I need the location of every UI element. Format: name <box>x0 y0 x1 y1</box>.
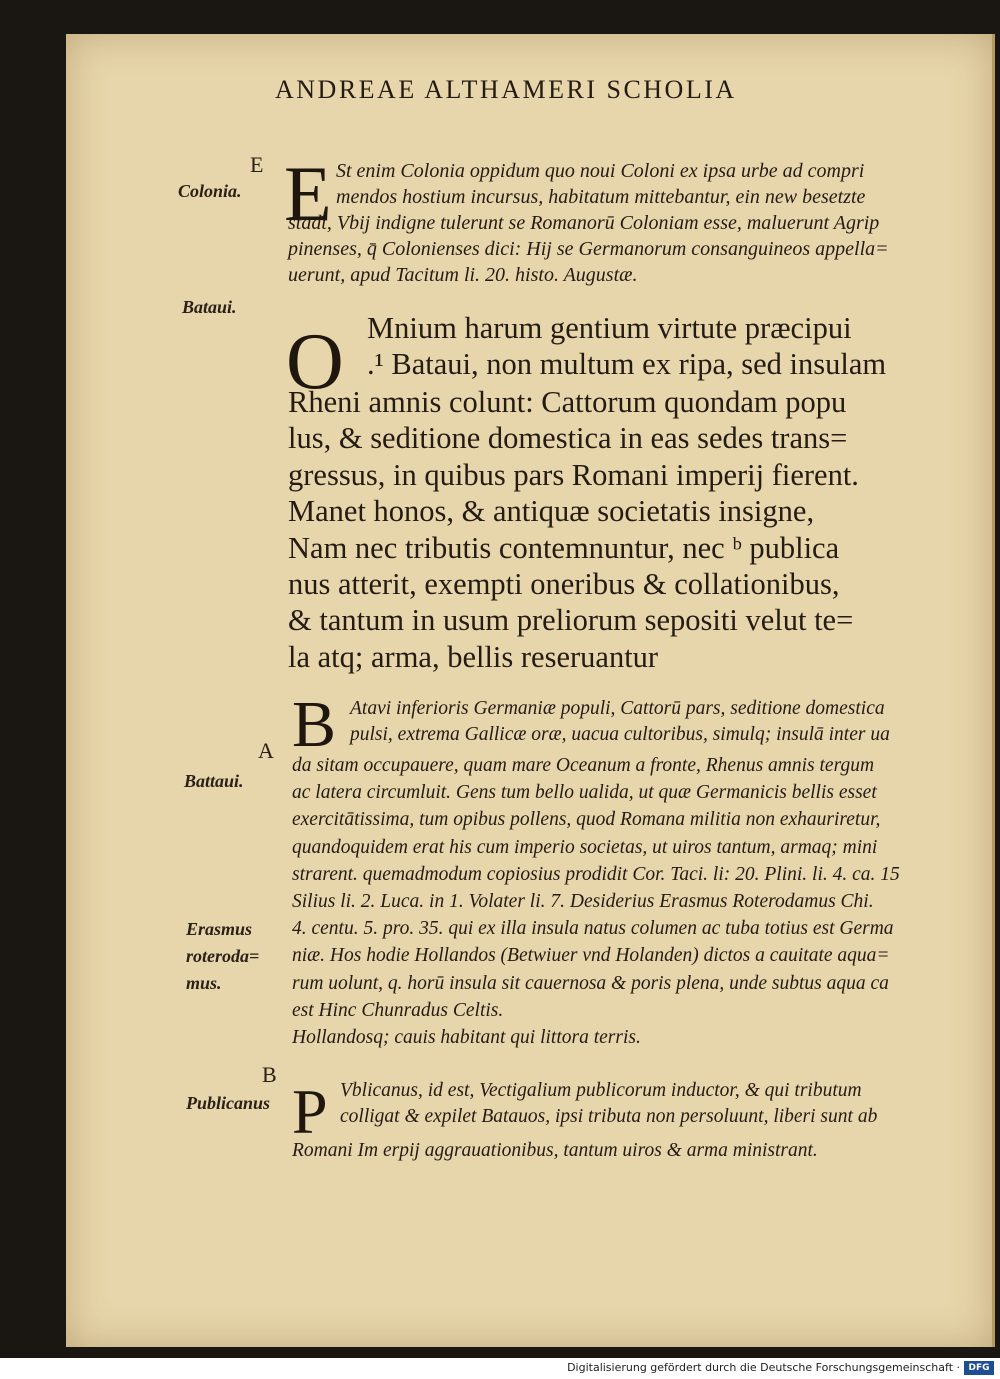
footer-credit-text: Digitalisierung gefördert durch die Deutsche Forschungsgemeinschaft · <box>567 1361 960 1374</box>
erasmus-line-3: mus. <box>186 973 222 993</box>
text-line: pulsi, extrema Gallicæ oræ, uacua cultoribus, simulq; insulā inter ua <box>350 724 890 745</box>
erasmus-line-2: roteroda= <box>186 946 260 966</box>
text-line: quandoquidem erat his cum imperio societas, ut uiros tantum, armaq; mini <box>292 836 878 858</box>
drop-cap-e: E <box>284 150 332 237</box>
text-line: Manet honos, & antiquæ societatis insigne, <box>288 494 815 529</box>
main-text-body <box>288 384 859 675</box>
text-line: nus atterit, exempti oneribus & collationibus, <box>288 567 840 602</box>
text-line: Atavi inferioris Germaniæ populi, Cattorū pars, seditione domestica <box>350 698 885 719</box>
text-line: Vblicanus, id est, Vectigalium publicorum inductor, & qui tributum <box>340 1080 862 1101</box>
drop-cap-o: O <box>286 318 344 406</box>
scholia-colonia-paragraph <box>336 158 865 210</box>
text-line: Romani Im erpij aggrauationibus, tantum uiros & arma ministrant. <box>292 1140 818 1161</box>
text-line: stadt, Vbij indigne tulerunt se Romanorū Coloniam esse, maluerunt Agrip <box>288 212 880 234</box>
scholia-batavi-body <box>292 752 900 1051</box>
drop-cap-p: P <box>292 1076 328 1147</box>
text-line: mendos hostium incursus, habitatum mittebantur, ein new besetzte <box>336 186 866 208</box>
margin-note-colonia: Colonia. <box>178 181 242 201</box>
text-line: & tantum in usum preliorum sepositi velut te= <box>288 603 854 638</box>
text-line: uerunt, apud Tacitum li. 20. histo. Augustæ. <box>288 264 638 286</box>
dfg-logo-icon: DFG <box>964 1361 994 1375</box>
text-line: 4. centu. 5. pro. 35. qui ex illa insula natus columen ac tuba totius est Germa <box>292 918 894 940</box>
margin-note-batavi: Bataui. <box>182 297 237 317</box>
text-line: strarent. quemadmodum copiosius prodidit Cor. Taci. li: 20. Plini. li. 4. ca. 15 <box>292 863 900 885</box>
scholia-batavi-lead <box>350 696 890 748</box>
margin-letter-a: A <box>258 738 274 763</box>
drop-cap-b: B <box>292 688 337 761</box>
main-text-lead <box>367 310 886 383</box>
text-line: pinenses, q̄ Colonienses dici: Hij se Germanorum consanguineos appella= <box>288 238 889 260</box>
text-line: Rheni amnis colunt: Cattorum quondam popu <box>288 385 847 419</box>
text-line: colligat & expilet Batauos, ipsi tributa non persoluunt, liberi sunt ab <box>340 1106 878 1127</box>
text-line: .¹ Bataui, non multum ex ripa, sed insulam <box>367 347 887 382</box>
text-line: da sitam occupauere, quam mare Oceanum a fronte, Rhenus amnis tergum <box>292 755 875 776</box>
scholia-publicanus-lead <box>340 1078 877 1130</box>
scholia-publicanus-body <box>292 1138 818 1164</box>
text-line: St enim Colonia oppidum quo noui Coloni ex ipsa urbe ad compri <box>336 160 865 182</box>
digitization-footer <box>0 1358 1000 1379</box>
text-line: gressus, in quibus pars Romani imperij fierent. <box>288 457 859 492</box>
text-line: rum uolunt, q. horū insula sit cauernosa & poris plena, unde subtus aqua ca <box>292 972 889 994</box>
margin-note-publicanus: Publicanus <box>186 1093 271 1113</box>
text-line: exercitātissima, tum opibus pollens, quod Romana militia non exhauriretur, <box>292 809 881 831</box>
margin-letter-e: E <box>250 152 264 177</box>
text-line: Nam nec tributis contemnuntur, nec ᵇ publica <box>288 530 840 565</box>
margin-note-erasmus <box>186 916 259 997</box>
text-line: Hollandosq; cauis habitant qui littora terris. <box>292 1027 641 1049</box>
text-line: Silius li. 2. Luca. in 1. Volater li. 7. Desiderius Erasmus Roterodamus Chi. <box>292 891 874 913</box>
text-line: est Hinc Chunradus Celtis. <box>292 999 504 1021</box>
margin-note-battavi: Battaui. <box>184 771 244 791</box>
text-line: la atq; arma, bellis reseruantur <box>288 639 659 674</box>
text-line: lus, & seditione domestica in eas sedes trans= <box>288 421 848 456</box>
scholia-colonia-paragraph-cont <box>288 210 889 288</box>
text-line: niæ. Hos hodie Hollandos (Betwiuer vnd Holanden) dictos a cauitate aqua= <box>292 945 890 967</box>
margin-letter-b: B <box>262 1062 277 1087</box>
running-header: ANDREAE ALTHAMERI SCHOLIA <box>275 75 737 104</box>
text-line: Mnium harum gentium virtute præcipui <box>367 311 852 345</box>
erasmus-line-1: Erasmus <box>186 919 253 939</box>
text-line: ac latera circumluit. Gens tum bello ualida, ut quæ Germanicis bellis esset <box>292 782 877 804</box>
